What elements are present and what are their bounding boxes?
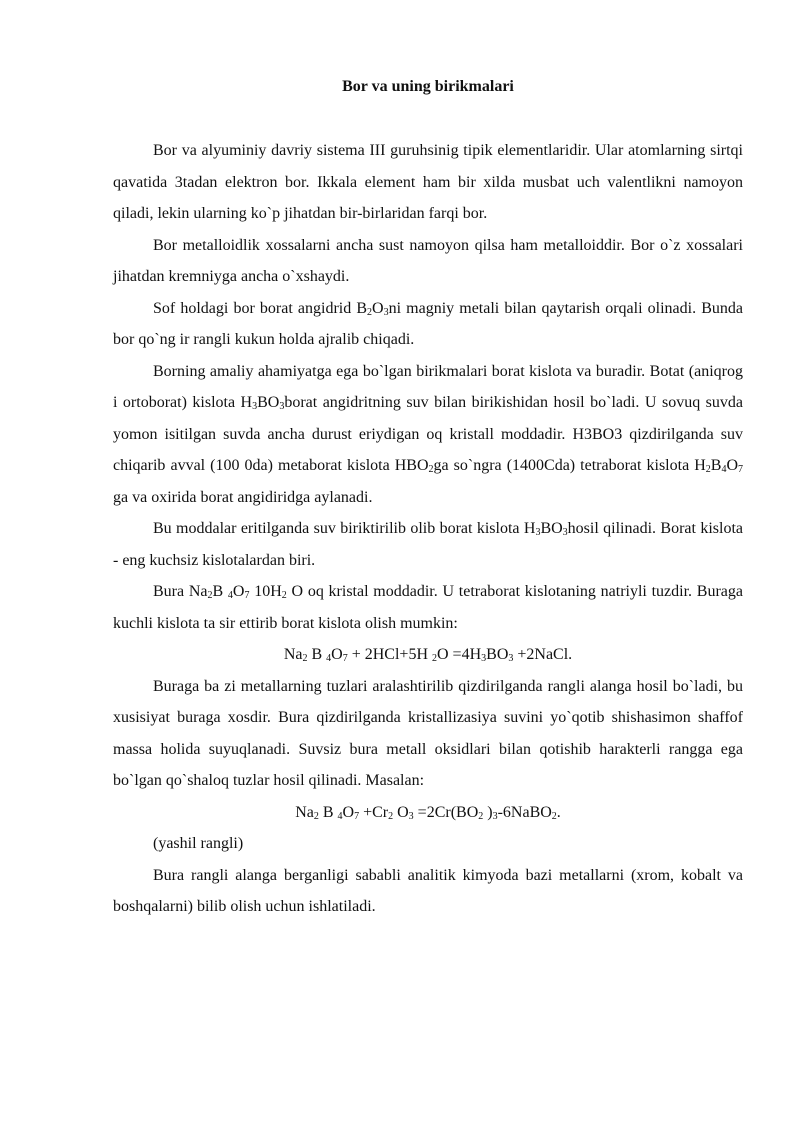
paragraph-borax: Bura $Na_2B$ $_4O_7$ $10H_2$ O oq kristal moddadir. U tetraborat kislotaning natriyli tuzdir. Buraga kuchli kislota ta sir ettirib borat kislota olish mumkin: bbox=[113, 583, 743, 632]
equation-chromium: $Na_2$ B $_4O_7 +Cr_2$ $O_3 =2Cr(BO_2$ )$_3-6NaBO_2$. bbox=[295, 803, 561, 822]
document-title: Bor va uning birikmalari bbox=[342, 78, 514, 95]
paragraph-boric-acid: Borning amaliy ahamiyatga ega bo`lgan birikmalari borat kislota va buradir. Botat (aniqrog i ortoborat) kislota $H_3BO_3borat$ angidritning suv bilan birikishidan hosil bo`ladi. U sovuq suvda yomon isitilgan suvda ancha durust eriydigan oq kristall moddadir. H3BO3 qizdirilganda suv chiqarib avval (100 0da) metaborat kislota $HBO_2ga$ so`ngra (1400Cda) tetraborat kislota $H_2B_4O_7$ ga va oxirida borat angidiridga aylanadi. bbox=[113, 362, 744, 506]
equation-borax-acid: $Na_2$ B $_4O_7 + 2HCl+5H$ $_2O =4H_3BO_3$ +2NaCl. bbox=[283, 646, 573, 664]
paragraph-analytic-use: Bura rangli alanga berganligi sababli analitik kimyoda bazi metallarni (xrom, kobalt va boshqalarni) bilib olish uchun ishlatiladi. bbox=[113, 866, 743, 915]
document-body bbox=[113, 135, 743, 923]
paragraph-intro: Bor va alyuminiy davriy sistema III guruhsinig tipik elementlaridir. Ular atomlarning sirtqi qavatida 3tadan elektron bor. Ikkala element ham bir xilda musbat uch valentlikni namoyon qiladi, lekin ularning ko`p jihatdan bir-birlaridan farqi bor. bbox=[113, 142, 743, 222]
paragraph-flame: Buraga ba zi metallarning tuzlari aralashtirilib qizdirilganda rangli alanga hosil bo`ladi, bu xusisiyat buraga xosdir. Bura qizdirilganda kristallizasiya suvini yo`qotib shishasimon shaffof massa holida suyuqlanadi. Suvsiz bura metall oksidlari bilan qotishib harakterli rangga ega bo`lgan qo`shaloq tuzlar hosil qilinadi. Masalan: bbox=[113, 677, 743, 789]
paragraph-melting: Bu moddalar eritilganda suv biriktirilib olib borat kislota $H_3BO_3hosil$ qilinadi. Borat kislota - eng kuchsiz kislotalardan biri. bbox=[113, 520, 743, 569]
paragraph-metalloid: Bor metalloidlik xossalarni ancha sust namoyon qilsa ham metalloiddir. Bor o`z xossalari jihatdan kremniyga ancha o`xshaydi. bbox=[113, 236, 743, 285]
paragraph-green-note: (yashil rangli) bbox=[153, 835, 244, 852]
paragraph-pure-boron: Sof holdagi bor borat angidrid $B_2O_3ni$ magniy metali bilan qaytarish orqali olinadi. Bunda bor qo`ng ir rangli kukun holda ajralib chiqadi. bbox=[113, 299, 744, 348]
